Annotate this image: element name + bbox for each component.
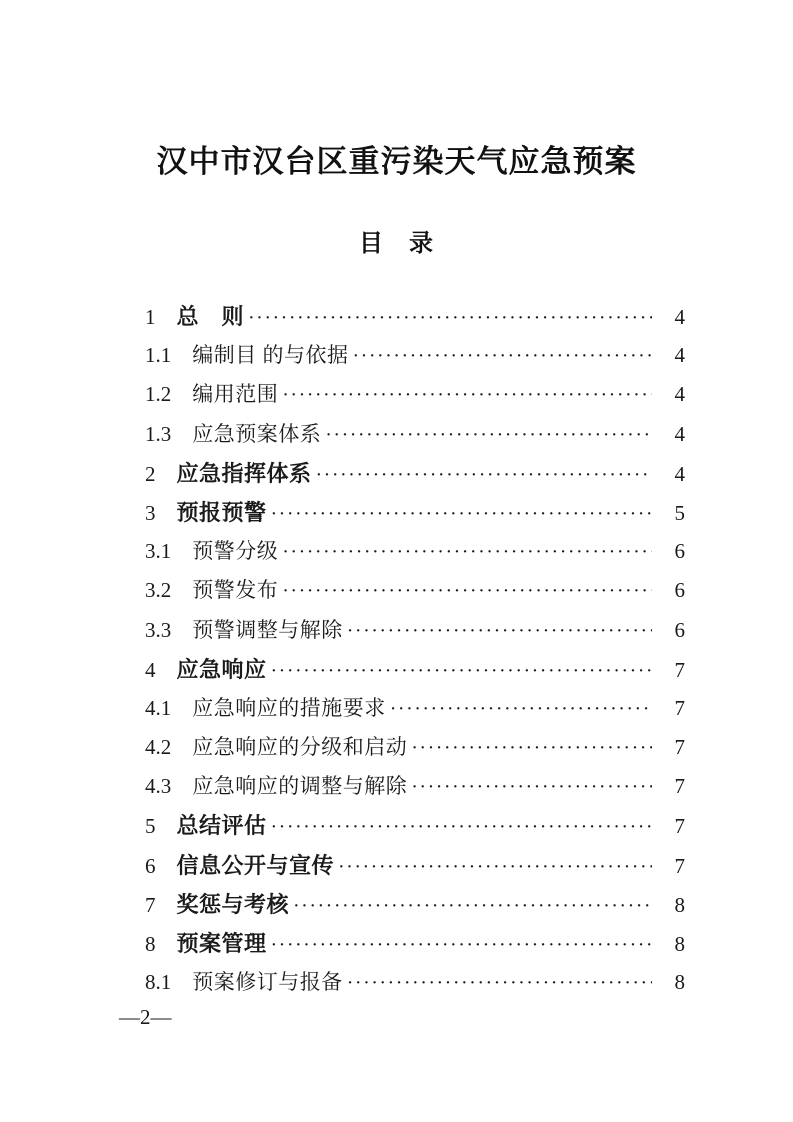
- toc-dot-leader: [282, 572, 652, 611]
- toc-entry-label: 应急响应的措施要求: [192, 695, 386, 720]
- toc-entry: [145, 767, 685, 806]
- toc-entry: [145, 493, 685, 532]
- toc-entry-number: 6: [145, 853, 156, 878]
- toc-entry-number: 4.1: [145, 695, 172, 720]
- toc-entry-page: 6: [674, 578, 685, 603]
- toc-entry-page: 4: [674, 382, 685, 407]
- toc-entry: [145, 611, 685, 650]
- toc-entry-number: 4: [145, 657, 156, 682]
- toc-entry-page: 7: [674, 853, 685, 878]
- toc-entry-label: 预案管理: [176, 931, 267, 956]
- toc-entry-number: 8.1: [145, 970, 172, 995]
- toc-entry: [145, 728, 685, 767]
- toc-entry-page: 7: [674, 695, 685, 720]
- toc-dot-leader: [347, 964, 652, 1003]
- toc-entry-page: 5: [674, 500, 685, 525]
- toc-entry-label: 信息公开与宣传: [176, 852, 335, 878]
- toc-dot-leader: [338, 848, 652, 887]
- toc-entry-page: 7: [674, 735, 685, 760]
- toc-entry-number: 3: [145, 500, 156, 525]
- toc-entry-page: 4: [674, 343, 685, 368]
- toc-entry-label: 应急指挥体系: [176, 460, 312, 486]
- toc-entry-label: 预报预警: [176, 499, 267, 525]
- toc-entry-number: 4.3: [145, 774, 172, 799]
- toc-entry: [145, 924, 685, 963]
- page-number-footer: —2—: [119, 1005, 172, 1029]
- toc-entry-number: 1.2: [145, 382, 172, 407]
- toc-entry-page: 4: [674, 461, 685, 486]
- toc-entry-number: 3.3: [145, 617, 172, 642]
- toc-entry-page: 6: [674, 539, 685, 564]
- toc-entry: [145, 689, 685, 728]
- toc-dot-leader: [282, 533, 652, 572]
- toc-entry: [145, 297, 685, 336]
- document-title: 汉中市汉台区重污染天气应急预案: [156, 144, 637, 179]
- toc-entry-page: 6: [674, 617, 685, 642]
- toc-entry-page: 4: [674, 305, 685, 329]
- toc-entry-number: 8: [145, 932, 156, 956]
- toc-entry-label: 应急预案体系: [192, 421, 322, 446]
- toc-entry-label: 编制目 的与依据: [192, 343, 349, 368]
- toc-entry-label: 预警分级: [192, 539, 279, 564]
- toc-entry-number: 1: [145, 305, 156, 329]
- toc-entry: [145, 806, 685, 845]
- toc-dot-leader: [353, 337, 653, 376]
- toc-entry-number: 1.1: [145, 343, 172, 368]
- toc-dot-leader: [271, 495, 652, 534]
- toc-entry: [145, 846, 685, 885]
- toc-entry-page: 8: [674, 892, 685, 917]
- toc-entry: [145, 650, 685, 689]
- toc-dot-leader: [325, 416, 652, 455]
- toc-entry-label: 编用范围: [192, 382, 279, 407]
- toc-entry: [145, 885, 685, 924]
- toc-dot-leader: [271, 808, 652, 847]
- toc-list: [145, 297, 685, 1002]
- toc-dot-leader: [347, 612, 652, 651]
- toc-entry-number: 5: [145, 814, 156, 839]
- toc-dot-leader: [316, 456, 652, 495]
- toc-entry-label: 预警发布: [192, 578, 279, 603]
- toc-heading: 目 录: [359, 230, 434, 257]
- toc-dot-leader: [248, 299, 652, 338]
- toc-entry-label: 应急响应的调整与解除: [192, 774, 408, 799]
- toc-dot-leader: [293, 887, 652, 926]
- toc-entry-label: 奖惩与考核: [176, 891, 290, 917]
- toc-entry-page: 8: [674, 932, 685, 956]
- toc-entry: [145, 375, 685, 414]
- toc-entry-page: 7: [674, 774, 685, 799]
- toc-entry-label: 总 则: [176, 304, 245, 329]
- toc-entry: [145, 336, 685, 375]
- toc-dot-leader: [390, 690, 652, 729]
- toc-entry-label: 应急响应: [176, 656, 267, 682]
- toc-entry-number: 3.1: [145, 539, 172, 564]
- toc-entry-page: 4: [674, 421, 685, 446]
- toc-dot-leader: [411, 768, 652, 807]
- toc-entry: [145, 532, 685, 571]
- toc-dot-leader: [271, 926, 652, 965]
- toc-entry-label: 预案修订与报备: [192, 970, 343, 995]
- toc-entry-page: 7: [674, 657, 685, 682]
- toc-entry: [145, 571, 685, 610]
- toc-entry-number: 1.3: [145, 421, 172, 446]
- toc-entry: [145, 415, 685, 454]
- toc-entry-label: 总结评估: [176, 813, 267, 839]
- toc-dot-leader: [411, 729, 652, 768]
- toc-entry-page: 7: [674, 814, 685, 839]
- toc-entry-label: 预警调整与解除: [192, 617, 343, 642]
- toc-entry-number: 3.2: [145, 578, 172, 603]
- toc-entry-number: 4.2: [145, 735, 172, 760]
- toc-entry-number: 7: [145, 892, 156, 917]
- toc-entry-number: 2: [145, 461, 156, 486]
- toc-entry-label: 应急响应的分级和启动: [192, 735, 408, 760]
- toc-entry: [145, 963, 685, 1002]
- toc-entry-page: 8: [674, 970, 685, 995]
- toc-dot-leader: [271, 652, 652, 691]
- toc-dot-leader: [282, 376, 652, 415]
- toc-entry: [145, 454, 685, 493]
